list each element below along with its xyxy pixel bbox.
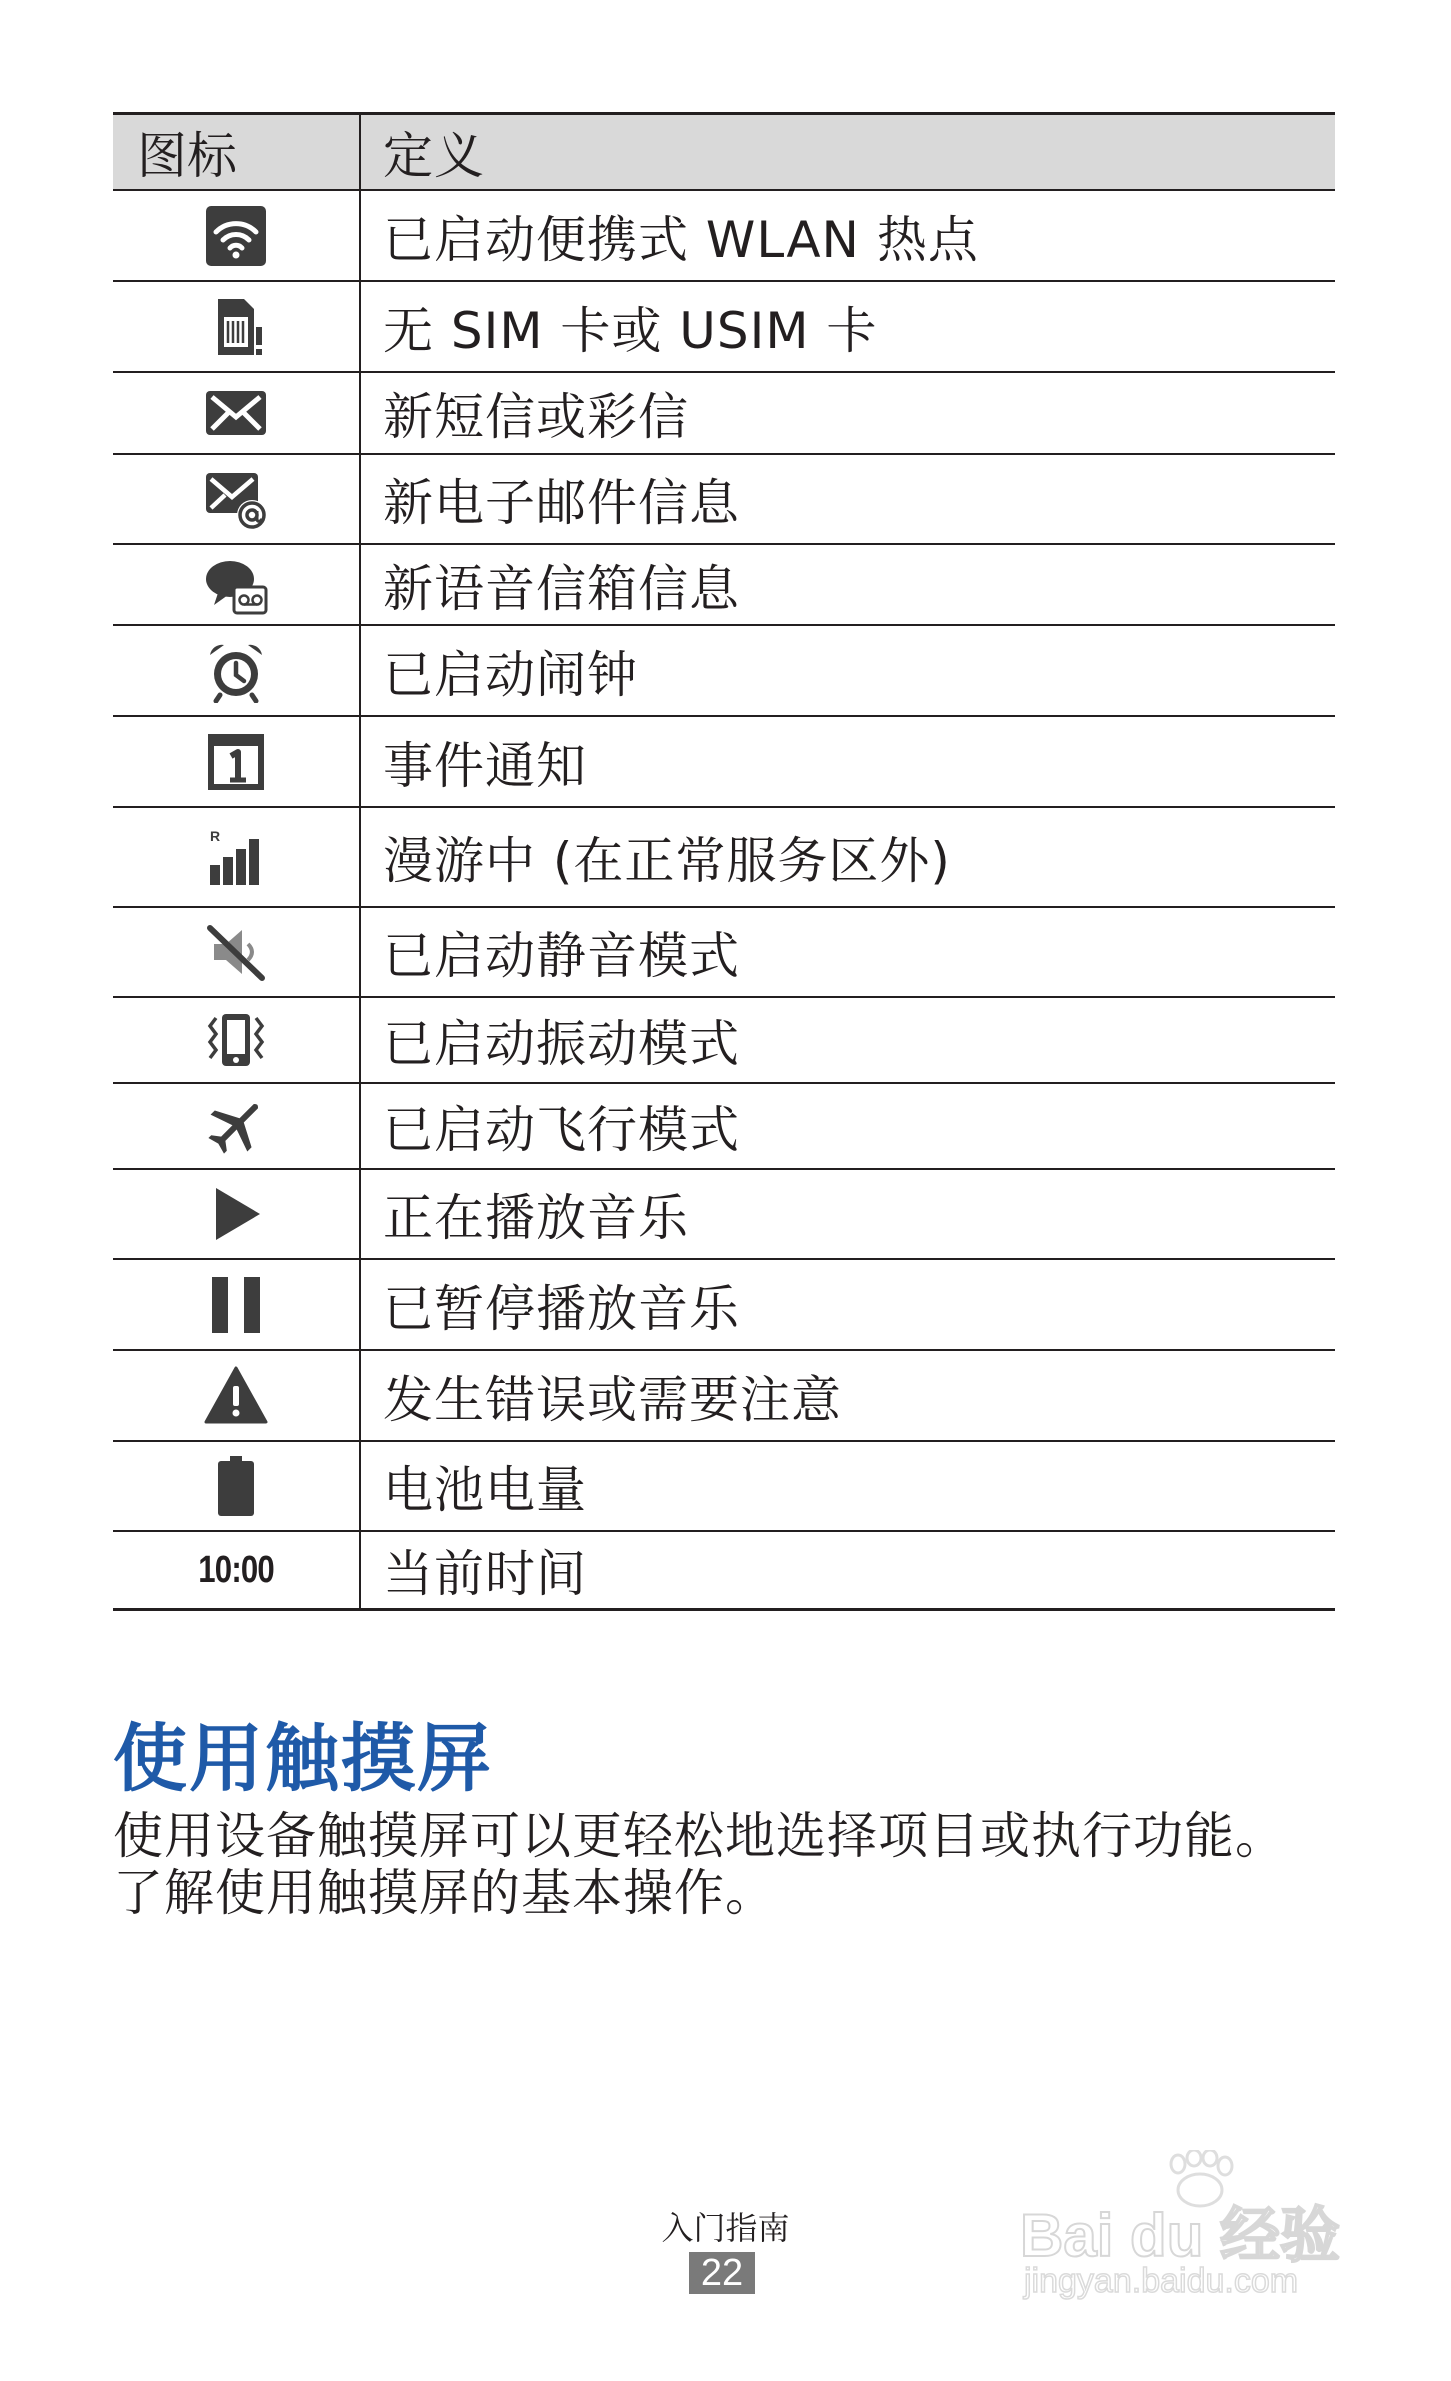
voicemail-icon — [204, 553, 268, 617]
header-def-col: 定义 — [383, 127, 485, 185]
row-definition: 已启动便携式 WLAN 热点 — [383, 210, 979, 269]
row-definition: 新短信或彩信 — [383, 388, 689, 446]
row-definition: 发生错误或需要注意 — [383, 1370, 842, 1429]
table-row — [113, 373, 1335, 455]
wlan-hotspot-icon — [204, 204, 268, 268]
calendar-event-icon — [204, 730, 268, 794]
table-row — [113, 998, 1335, 1084]
row-definition: 已启动闹钟 — [383, 645, 638, 704]
table-header — [113, 115, 1335, 191]
body-line: 了解使用触摸屏的基本操作。 — [113, 1864, 776, 1922]
message-icon — [204, 381, 268, 445]
section-body — [113, 1808, 1353, 1922]
row-definition: 新语音信箱信息 — [383, 559, 740, 618]
watermark-brand: Bai du 经验 — [1020, 2202, 1341, 2269]
row-definition: 已启动飞行模式 — [383, 1101, 740, 1159]
table-row — [113, 808, 1335, 908]
table-row — [113, 1442, 1335, 1532]
table-row — [113, 545, 1335, 626]
no-sim-icon — [204, 295, 268, 359]
row-definition: 事件通知 — [383, 736, 587, 795]
table-row — [113, 1351, 1335, 1442]
table-row — [113, 1260, 1335, 1351]
row-definition: 当前时间 — [383, 1545, 587, 1603]
row-definition: 正在播放音乐 — [383, 1189, 689, 1247]
time-text: 10:00 — [198, 1548, 274, 1591]
watermark-url: jingyan.baidu.com — [1024, 2262, 1299, 2300]
table-row — [113, 717, 1335, 808]
row-definition: 新电子邮件信息 — [383, 474, 740, 532]
alarm-icon — [204, 639, 268, 703]
row-definition: 电池电量 — [383, 1461, 587, 1519]
watermark — [1020, 2150, 1360, 2320]
email-icon — [204, 467, 268, 531]
warning-icon — [204, 1364, 268, 1428]
row-definition: 已暂停播放音乐 — [383, 1279, 740, 1338]
silent-mode-icon — [204, 920, 268, 984]
table-row — [113, 455, 1335, 545]
row-definition: 已启动静音模式 — [383, 927, 740, 985]
body-line: 使用设备触摸屏可以更轻松地选择项目或执行功能。 — [113, 1807, 1286, 1865]
table-row — [113, 282, 1335, 373]
row-definition: 无 SIM 卡或 USIM 卡 — [383, 301, 878, 360]
page-number: 22 — [689, 2252, 755, 2294]
row-definition: 漫游中 (在正常服务区外) — [383, 832, 951, 890]
battery-icon — [204, 1454, 268, 1518]
vibration-mode-icon — [204, 1008, 268, 1072]
status-icon-table — [113, 112, 1335, 1611]
play-icon — [204, 1182, 268, 1246]
table-row — [113, 1170, 1335, 1260]
pause-icon — [204, 1273, 268, 1337]
table-row — [113, 191, 1335, 282]
table-row — [113, 626, 1335, 717]
roaming-icon — [204, 825, 268, 889]
table-row — [113, 908, 1335, 998]
row-definition: 已启动振动模式 — [383, 1015, 740, 1073]
svg-text:R: R — [210, 828, 221, 844]
chapter-label: 入门指南 — [661, 2209, 790, 2247]
section-title: 使用触摸屏 — [113, 1716, 493, 1802]
airplane-mode-icon — [204, 1094, 268, 1158]
header-icon-col: 图标 — [113, 115, 361, 189]
table-row — [113, 1084, 1335, 1170]
table-row — [113, 1532, 1335, 1608]
